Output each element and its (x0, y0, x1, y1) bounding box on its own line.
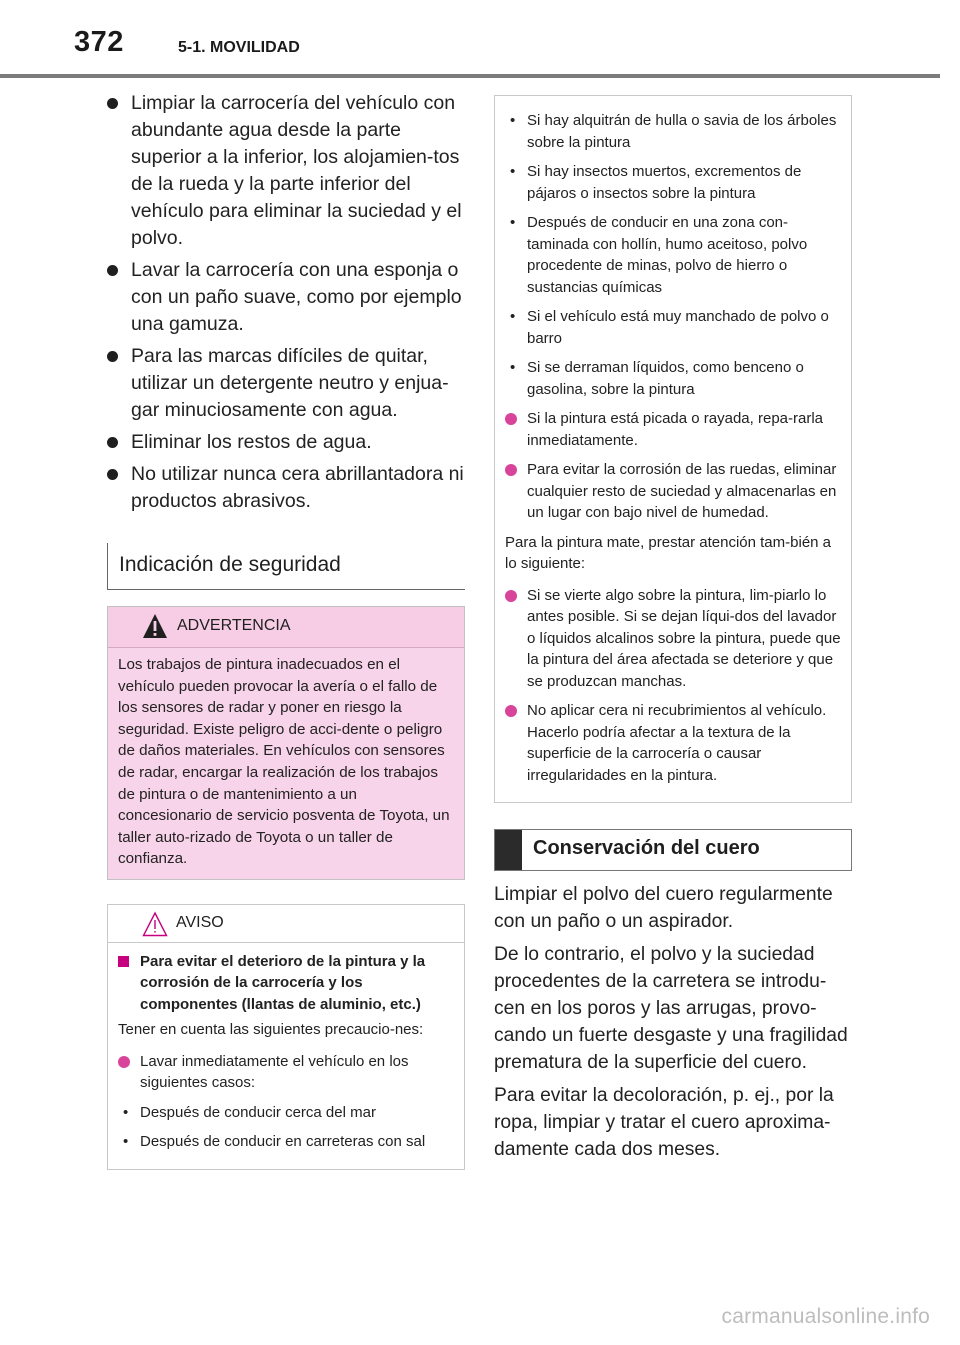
list-item: Si se vierte algo sobre la pintura, lim-piarlo lo antes posible. Si se dejan líqui-dos del lavador o líquidos alcalinos sobre la pintura, puede que la pintura del área afectada se deteriore y que se produzcan manchas. (505, 585, 841, 693)
warning-title: ADVERTENCIA (177, 617, 291, 634)
dot-bullet-icon: • (510, 112, 516, 129)
list-item: • Después de conducir en una zona con-taminada con hollín, humo aceitoso, polvo procedente de minas, polvo de hierro o sustancias químicas (510, 214, 808, 296)
list-item: • Después de conducir cerca del mar (118, 1102, 454, 1124)
leather-heading (494, 829, 852, 871)
dot-bullet-icon: • (123, 1103, 129, 1121)
list-item: No aplicar cera ni recubrimientos al vehículo. Hacerlo podría afectar a la textura de la superficie de la carrocería o causar irregularidades en la pintura. (505, 700, 841, 786)
leather-section (494, 881, 852, 1163)
caution-header (108, 905, 464, 943)
list-item: Si la pintura está picada o rayada, repa-rarla inmediatamente. (505, 408, 841, 451)
warning-triangle-filled-icon (142, 613, 168, 639)
section-title: 5-1. MOVILIDAD (178, 39, 300, 56)
dot-bullet-icon: • (510, 214, 516, 231)
warning-header (108, 607, 464, 648)
list-item: • Si hay alquitrán de hulla o savia de los árboles sobre la pintura (510, 112, 837, 151)
list-item: Para evitar la corrosión de las ruedas, eliminar cualquier resto de suciedad y almacenarlas en un lugar con bajo nivel de humedad. (505, 459, 841, 524)
bullet-icon (107, 351, 118, 362)
list-item: Para las marcas difíciles de quitar, utilizar un detergente neutro y enjua-gar minuciosamente con agua. (107, 343, 465, 424)
list-item: • Si el vehículo está muy manchado de polvo o barro (510, 308, 829, 347)
safety-heading (107, 543, 465, 590)
bullet-icon (107, 437, 118, 448)
leather-paragraph: Limpiar el polvo del cuero regularmente con un paño o un aspirador. (494, 884, 833, 932)
caution-box (107, 904, 465, 1170)
pink-bullet-icon (505, 705, 517, 717)
dot-bullet-icon: • (510, 163, 516, 180)
leather-paragraph: De lo contrario, el polvo y la suciedad procedentes de la carretera se introdu-cen en los poros y las arrugas, provo-cando un fuerte desgaste y una fragilidad prematura de la superficie del cuero. (494, 944, 848, 1073)
header-rule (0, 74, 940, 78)
page-header (0, 0, 960, 80)
caution-body (108, 943, 464, 1169)
bullet-icon (107, 265, 118, 276)
warning-box (107, 606, 465, 880)
dot-bullet-icon: • (123, 1133, 129, 1151)
list-item: • Si hay insectos muertos, excrementos de pájaros o insectos sobre la pintura (510, 163, 802, 202)
caution-box-continued (494, 95, 852, 803)
pink-bullet-icon (505, 464, 517, 476)
page-number: 372 (74, 26, 124, 58)
matte-intro: Para la pintura mate, prestar atención tam-bién a lo siguiente: (505, 533, 832, 572)
list-item: • Si se derraman líquidos, como benceno o gasolina, sobre la pintura (510, 359, 804, 398)
square-bullet-icon (118, 956, 129, 967)
caution-intro: Tener en cuenta las siguientes precaucio-nes: (118, 1021, 424, 1039)
safety-heading-text: Indicación de seguridad (119, 553, 341, 576)
warning-triangle-outline-icon (142, 911, 168, 937)
list-item: Limpiar la carrocería del vehículo con abundante agua desde la parte superior a la inferior, los alojamien-tos de la rueda y la parte inferior del vehículo para eliminar la suciedad y el polvo. (107, 90, 465, 252)
list-item: Lavar inmediatamente el vehículo en los siguientes casos: (118, 1051, 454, 1094)
leather-paragraph: Para evitar la decoloración, p. ej., por la ropa, limpiar y tratar el cuero aproxima-damente cada dos meses. (494, 1085, 834, 1160)
leather-heading-text: Conservación del cuero (533, 837, 760, 859)
pink-bullet-icon (505, 413, 517, 425)
watermark: carmanualsonline.info (721, 1305, 930, 1328)
pink-bullet-icon (118, 1056, 130, 1068)
washing-steps-list (107, 90, 465, 515)
pink-bullet-icon (505, 590, 517, 602)
list-item: Lavar la carrocería con una esponja o con un paño suave, como por ejemplo una gamuza. (107, 257, 465, 338)
left-column (107, 90, 465, 1170)
list-item: • Después de conducir en carreteras con sal (118, 1131, 454, 1153)
caution-subheading: Para evitar el deterioro de la pintura y la corrosión de la carrocería y los componentes (llantas de aluminio, etc.) (118, 951, 454, 1016)
bullet-icon (107, 469, 118, 480)
dot-bullet-icon: • (510, 308, 516, 325)
list-item: Eliminar los restos de agua. (107, 429, 465, 456)
caution-title: AVISO (176, 913, 224, 931)
heading-bar (495, 830, 522, 870)
list-item: No utilizar nunca cera abrillantadora ni productos abrasivos. (107, 461, 465, 515)
warning-body (108, 648, 464, 879)
dot-bullet-icon: • (510, 359, 516, 376)
warning-text: Los trabajos de pintura inadecuados en el vehículo pueden provocar la avería o el fallo de los sensores de radar y poner en riesgo la seguridad. Existe peligro de acci-dente o peligro de daños materiales. En vehículos con sensores de radar, encargar la realización de los trabajos de pintura o de mantenimiento a un concesionario de servicio posventa de Toyota, un taller auto-rizado de Toyota o un taller de confianza. (118, 656, 450, 868)
bullet-icon (107, 98, 118, 109)
right-column (494, 95, 852, 1169)
